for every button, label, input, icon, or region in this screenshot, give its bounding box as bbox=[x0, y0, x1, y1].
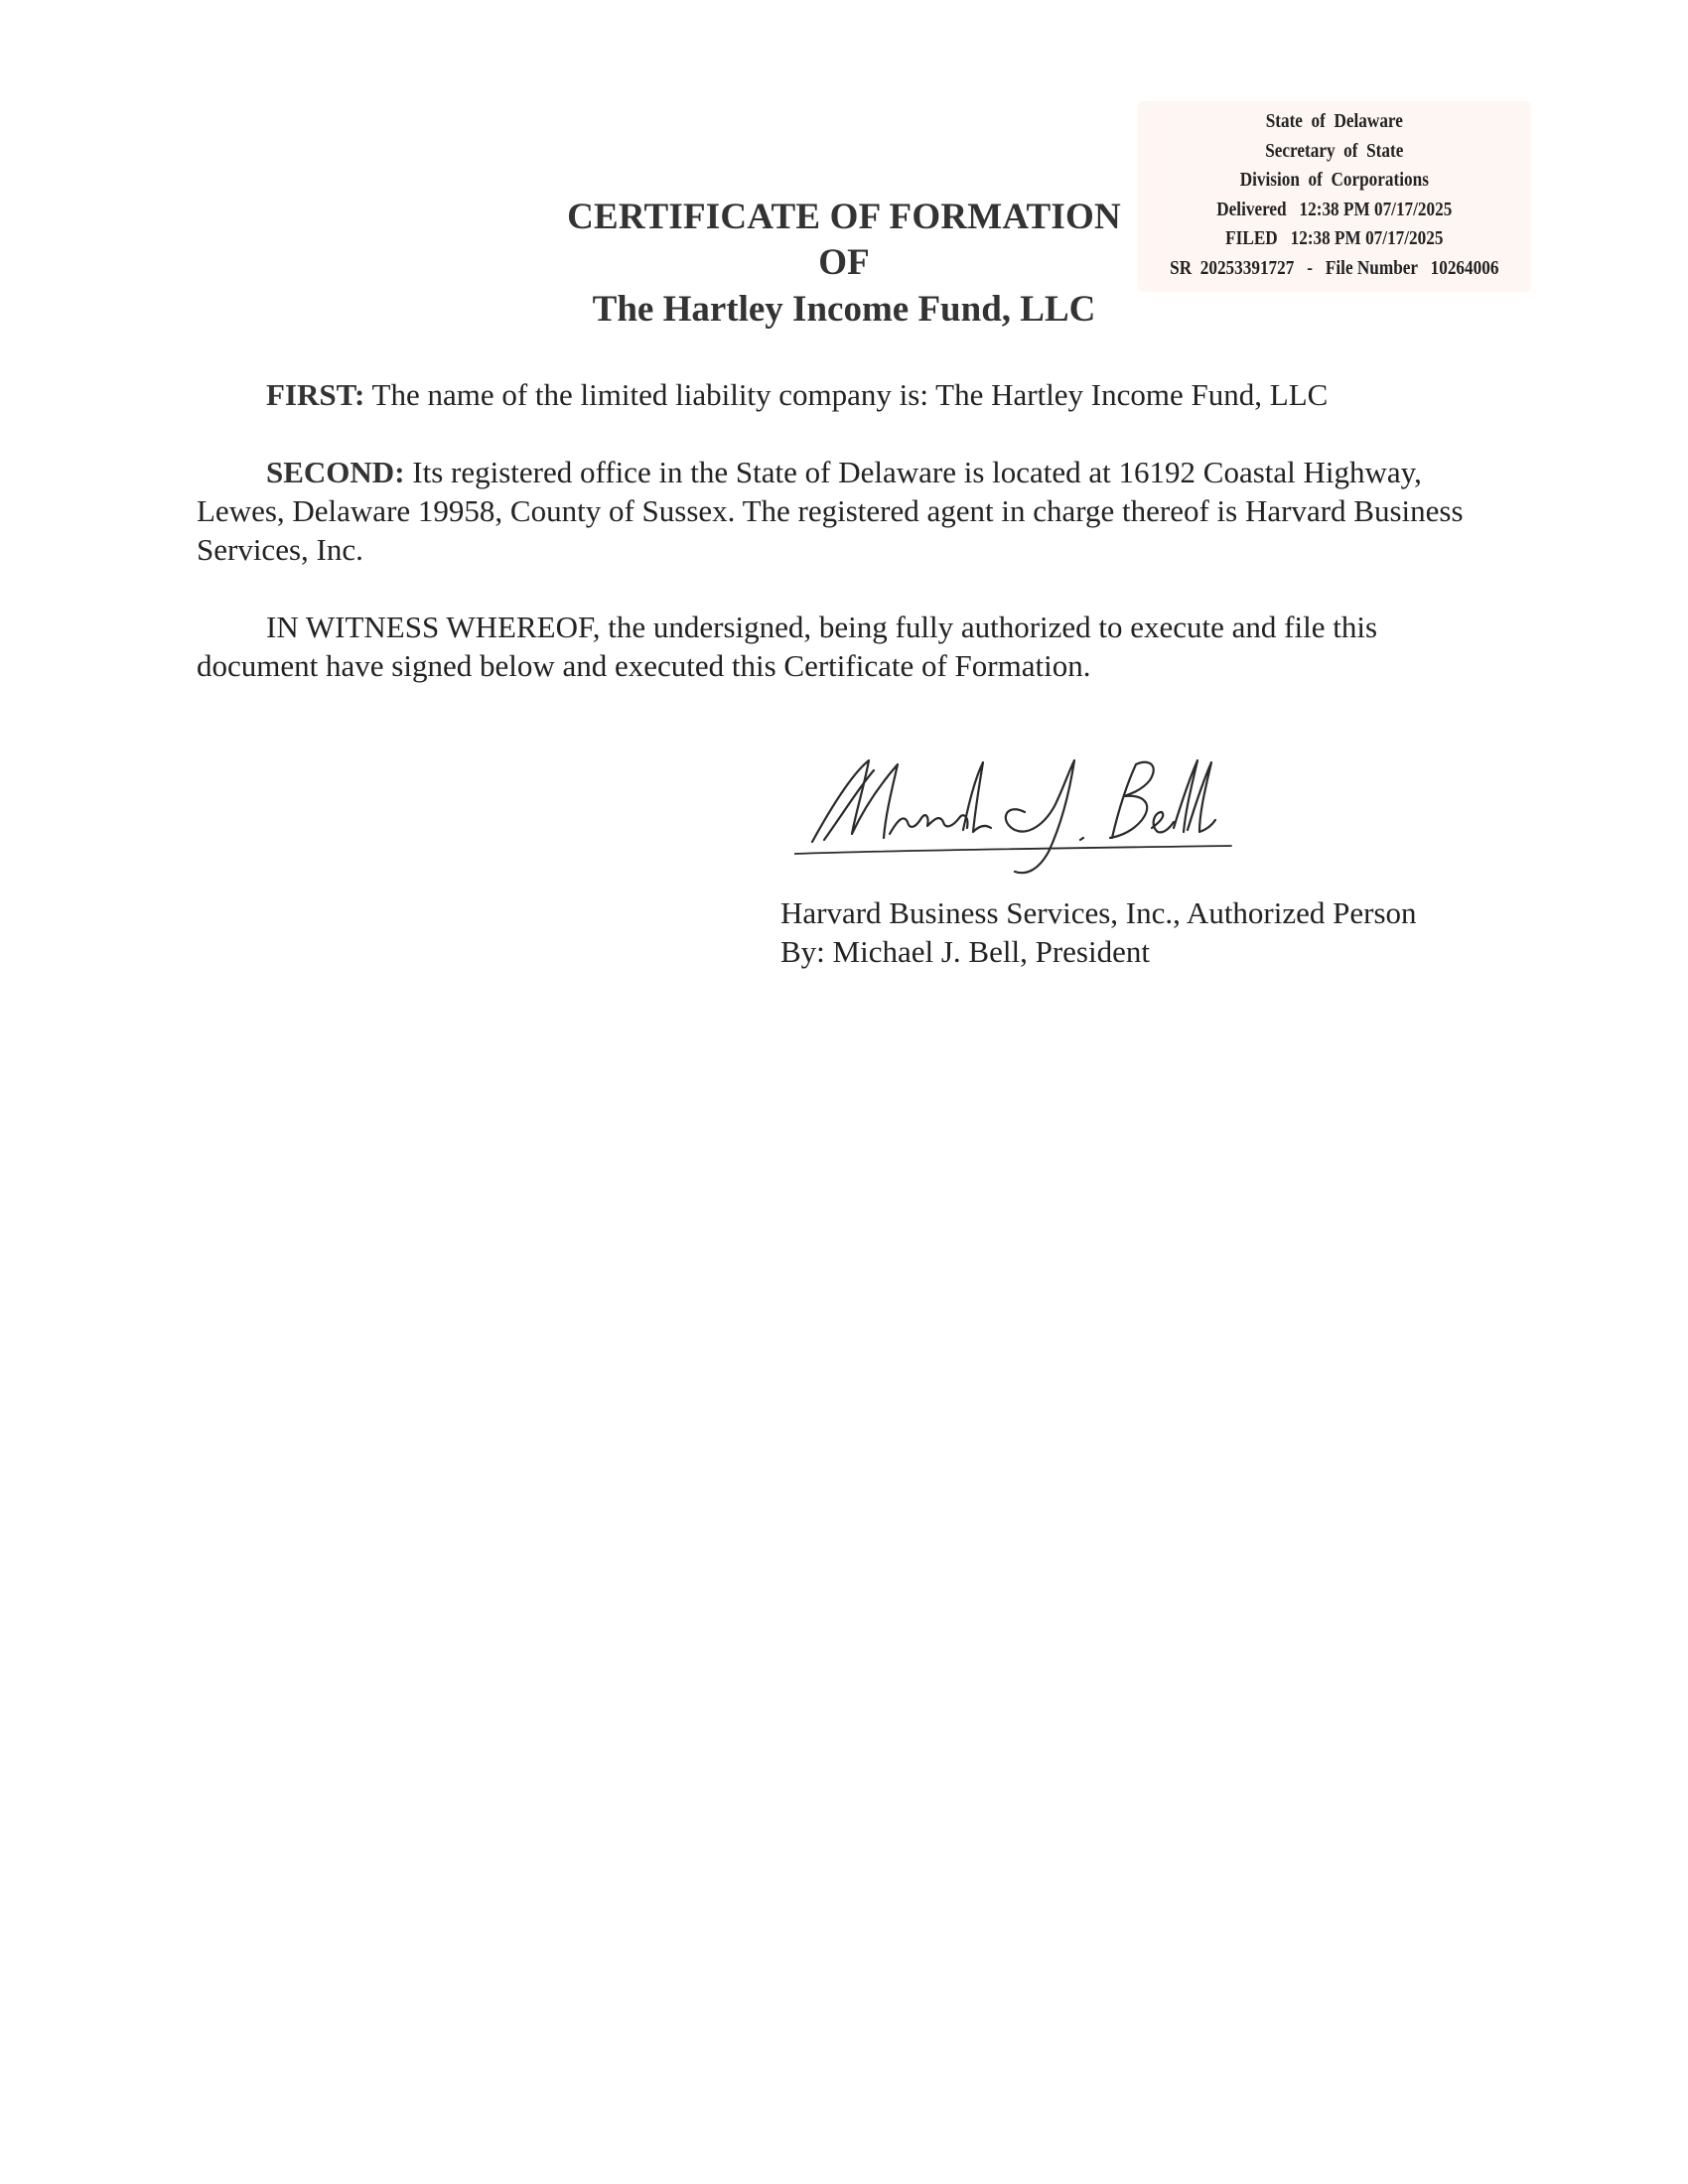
stamp-division: Division of Corporations bbox=[1239, 169, 1429, 191]
paragraph-first bbox=[197, 375, 1557, 414]
signature-image bbox=[794, 743, 1251, 882]
document-title bbox=[437, 195, 1251, 334]
signer-organization: Harvard Business Services, Inc., Authorized Person bbox=[780, 895, 1417, 930]
second-label: SECOND: bbox=[266, 455, 405, 489]
title-company-name: The Hartley Income Fund, LLC bbox=[592, 289, 1096, 330]
signer-name: By: Michael J. Bell, President bbox=[780, 934, 1150, 969]
witness-text: IN WITNESS WHEREOF, the undersigned, being fully authorized to execute and file this document have signed below and executed this Certificate of Formation. bbox=[197, 610, 1378, 683]
stamp-delivered: Delivered 12:38 PM 07/17/2025 bbox=[1216, 198, 1453, 220]
title-certificate: CERTIFICATE OF FORMATION bbox=[567, 197, 1121, 237]
stamp-secretary: Secretary of State bbox=[1265, 139, 1404, 162]
title-of: OF bbox=[818, 242, 870, 283]
second-text: Its registered office in the State of Delaware is located at 16192 Coastal Highway, Lewes, Delaware 19958, County of Sussex. The registered agent in charge thereof is Harvard Business Services, Inc. bbox=[197, 455, 1464, 567]
first-label: FIRST: bbox=[266, 377, 365, 412]
first-text: The name of the limited liability company is: The Hartley Income Fund, LLC bbox=[364, 377, 1329, 412]
paragraph-second bbox=[197, 453, 1487, 569]
stamp-filed: FILED 12:38 PM 07/17/2025 bbox=[1225, 227, 1444, 249]
stamp-state: State of Delaware bbox=[1265, 110, 1403, 132]
signer-block bbox=[780, 893, 1495, 971]
paragraph-witness bbox=[197, 608, 1487, 685]
stamp-file-number: SR 20253391727 - File Number 10264006 bbox=[1170, 256, 1499, 279]
